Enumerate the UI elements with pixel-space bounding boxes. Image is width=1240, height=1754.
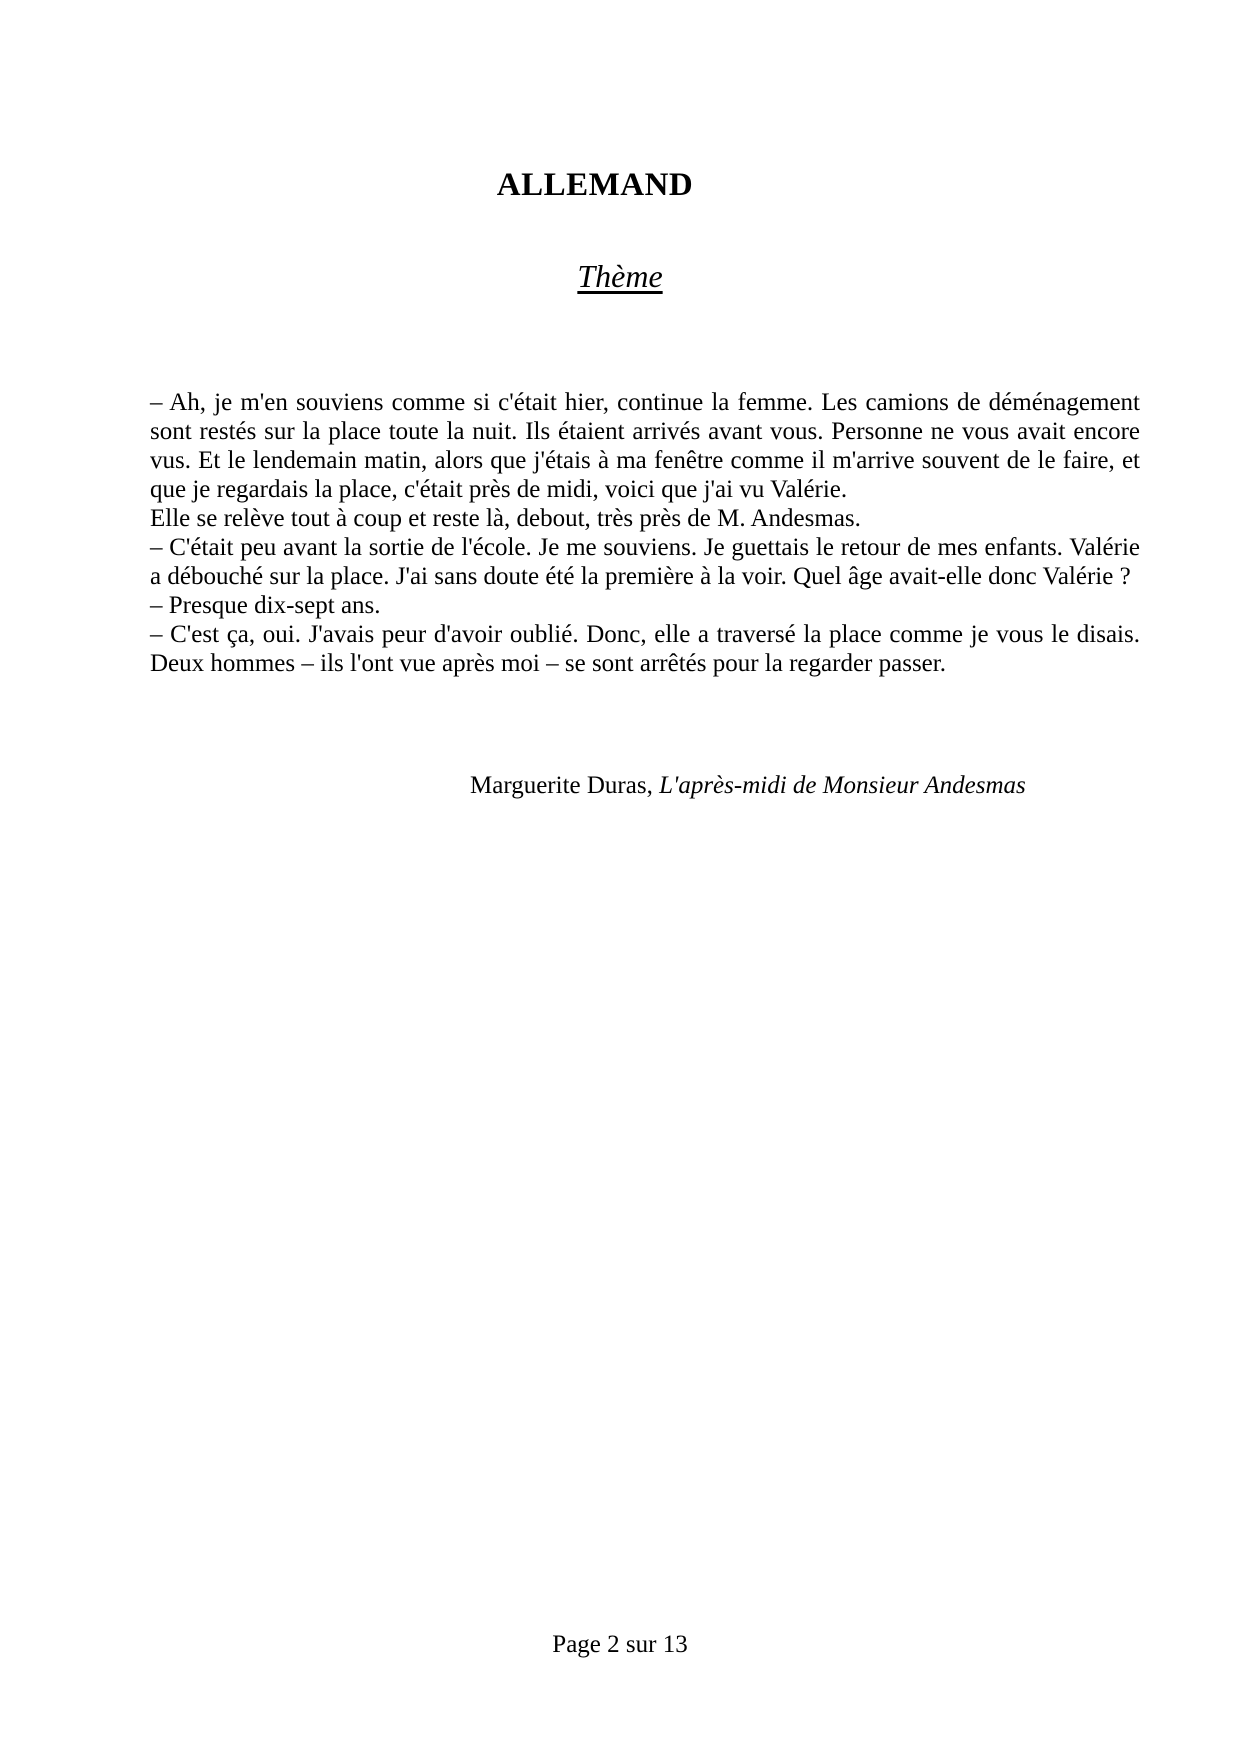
passage-paragraph: – C'était peu avant la sortie de l'école. Je me souviens. Je guettais le retour de mes enfants. Valérie a débouché sur la place. J'ai sans doute été la première à la voir. Quel âge avait-elle donc Valérie ?: [150, 534, 1140, 590]
passage-paragraph: – C'est ça, oui. J'avais peur d'avoir oublié. Donc, elle a traversé la place comme je vous le disais. Deux hommes – ils l'ont vue après moi – se sont arrêtés pour la regarder passer.: [150, 621, 1140, 677]
attribution-author: Marguerite Duras,: [470, 772, 660, 799]
passage-paragraph: – Presque dix-sept ans.: [150, 592, 381, 619]
page-title: ALLEMAND: [496, 167, 694, 203]
passage-text: [150, 388, 1140, 678]
passage-paragraph: – Ah, je m'en souviens comme si c'était hier, continue la femme. Les camions de déménagement sont restés sur la place toute la nuit. Ils étaient arrivés avant vous. Personne ne vous avait encore vus. Et le lendemain matin, alors que j'étais à ma fenêtre comme il m'arrive souvent de le faire, et que je regardais la place, c'était près de midi, voici que j'ai vu Valérie.: [150, 389, 1140, 503]
passage-paragraph: Elle se relève tout à coup et reste là, debout, très près de M. Andesmas.: [150, 505, 861, 532]
page-number-footer: Page 2 sur 13: [552, 1631, 688, 1658]
attribution-line: [470, 771, 1026, 800]
section-heading: Thème: [577, 258, 663, 294]
attribution-work-title: L'après-midi de Monsieur Andesmas: [659, 772, 1026, 799]
